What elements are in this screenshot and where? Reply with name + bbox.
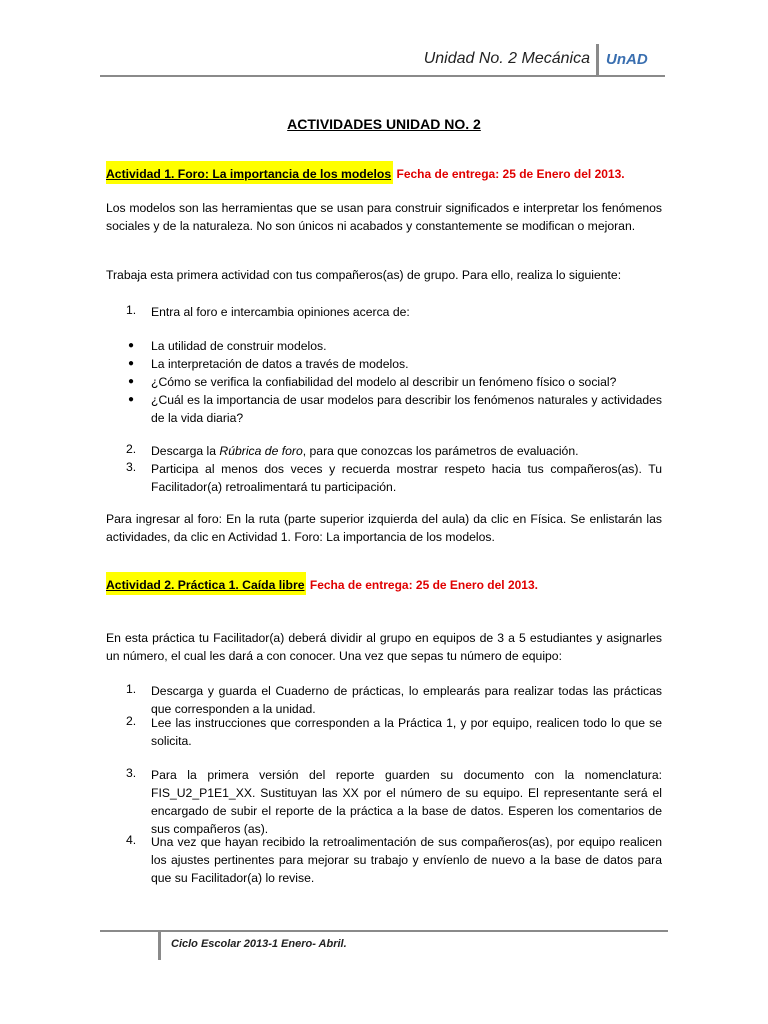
activity-1-step-2 bbox=[151, 442, 662, 460]
activity-2-intro: En esta práctica tu Facilitador(a) deberá dividir al grupo en equipos de 3 a 5 estudiantes y asignarles un número, el cual les dará a con conocer. Una vez que sepas tu número de equipo: bbox=[106, 631, 662, 663]
header-title: Unidad No. 2 Mecánica bbox=[423, 50, 590, 67]
activity-1-bullet-3: ¿Cómo se verifica la confiabilidad del modelo al describir un fenómeno físico o social? bbox=[151, 375, 617, 389]
rubrica-foro-title: Rúbrica de foro bbox=[219, 444, 303, 458]
activity-1-due-date: Fecha de entrega: 25 de Enero del 2013. bbox=[396, 167, 625, 181]
list-number: 2. bbox=[126, 714, 137, 728]
bullet: ● bbox=[128, 394, 135, 405]
unad-logo: UnAD bbox=[606, 51, 648, 68]
step-2-text-b: , para que conozcas los parámetros de evaluación. bbox=[302, 444, 579, 458]
list-number: 3. bbox=[126, 766, 137, 780]
footer-rule bbox=[100, 930, 668, 932]
header-divider bbox=[596, 44, 599, 77]
list-number: 1. bbox=[126, 682, 137, 696]
step-2-text-a: Descarga la bbox=[151, 444, 220, 458]
activity-1-bullet-4: ¿Cuál es la importancia de usar modelos para describir los fenómenos naturales y actividades de la vida diaria? bbox=[151, 393, 662, 425]
list-number: 3. bbox=[126, 460, 137, 474]
activity-2-step-1: Descarga y guarda el Cuaderno de prácticas, lo emplearás para realizar todas las prácticas que corresponden a la unidad. bbox=[151, 684, 662, 716]
activity-1-instructions: Trabaja esta primera actividad con tus compañeros(as) de grupo. Para ello, realiza lo siguiente: bbox=[106, 268, 622, 282]
activity-2-due-date: Fecha de entrega: 25 de Enero del 2013. bbox=[309, 578, 538, 592]
activity-2-step-3: Para la primera versión del reporte guarden su documento con la nomenclatura: FIS_U2_P1E1_XX. Sustituyan las XX por el número de su equipo. El representante será el encargado de subir el reporte de la práctica a la base de datos. Esperen los comentarios de sus compañeros (as). bbox=[151, 768, 662, 836]
activity-2-step-4: Una vez que hayan recibido la retroalimentación de sus compañeros(as), por equipo realicen los ajustes pertinentes para mejorar su trabajo y envíenlo de nuevo a la base de datos para que su Facilitador(a) lo revise. bbox=[151, 835, 662, 885]
bullet: ● bbox=[128, 358, 135, 369]
activity-2-heading: Actividad 2. Práctica 1. Caída libre bbox=[106, 572, 306, 595]
activity-1-heading-line bbox=[106, 165, 662, 183]
activity-1-step-1: Entra al foro e intercambia opiniones acerca de: bbox=[151, 305, 410, 319]
activity-1-heading: Actividad 1. Foro: La importancia de los modelos bbox=[106, 161, 393, 184]
footer-text: Ciclo Escolar 2013-1 Enero- Abril. bbox=[171, 938, 347, 950]
activity-1-bullet-1: La utilidad de construir modelos. bbox=[151, 339, 327, 353]
bullet: ● bbox=[128, 376, 135, 387]
bullet: ● bbox=[128, 340, 135, 351]
activity-1-bullet-2: La interpretación de datos a través de modelos. bbox=[151, 357, 409, 371]
activity-1-step-3: Participa al menos dos veces y recuerda mostrar respeto hacia tus compañeros(as). Tu Facilitador(a) retroalimentará tu participación. bbox=[151, 462, 662, 494]
activity-2-heading-line bbox=[106, 576, 662, 594]
list-number: 2. bbox=[126, 442, 137, 456]
activity-2-step-2: Lee las instrucciones que corresponden a la Práctica 1, y por equipo, realicen todo lo que se solicita. bbox=[151, 716, 662, 748]
list-number: 1. bbox=[126, 303, 137, 317]
page-title: ACTIVIDADES UNIDAD NO. 2 bbox=[287, 116, 481, 132]
activity-1-forum-access: Para ingresar al foro: En la ruta (parte superior izquierda del aula) da clic en Física. Se enlistarán las actividades, da clic en Actividad 1. Foro: La importancia de los modelos. bbox=[106, 512, 662, 544]
header-rule bbox=[100, 75, 665, 77]
list-number: 4. bbox=[126, 833, 137, 847]
activity-1-intro: Los modelos son las herramientas que se usan para construir significados e interpretar los fenómenos sociales y de la naturaleza. No son únicos ni acabados y constantemente se modifican o mejoran. bbox=[106, 201, 662, 233]
footer-divider bbox=[158, 932, 161, 960]
